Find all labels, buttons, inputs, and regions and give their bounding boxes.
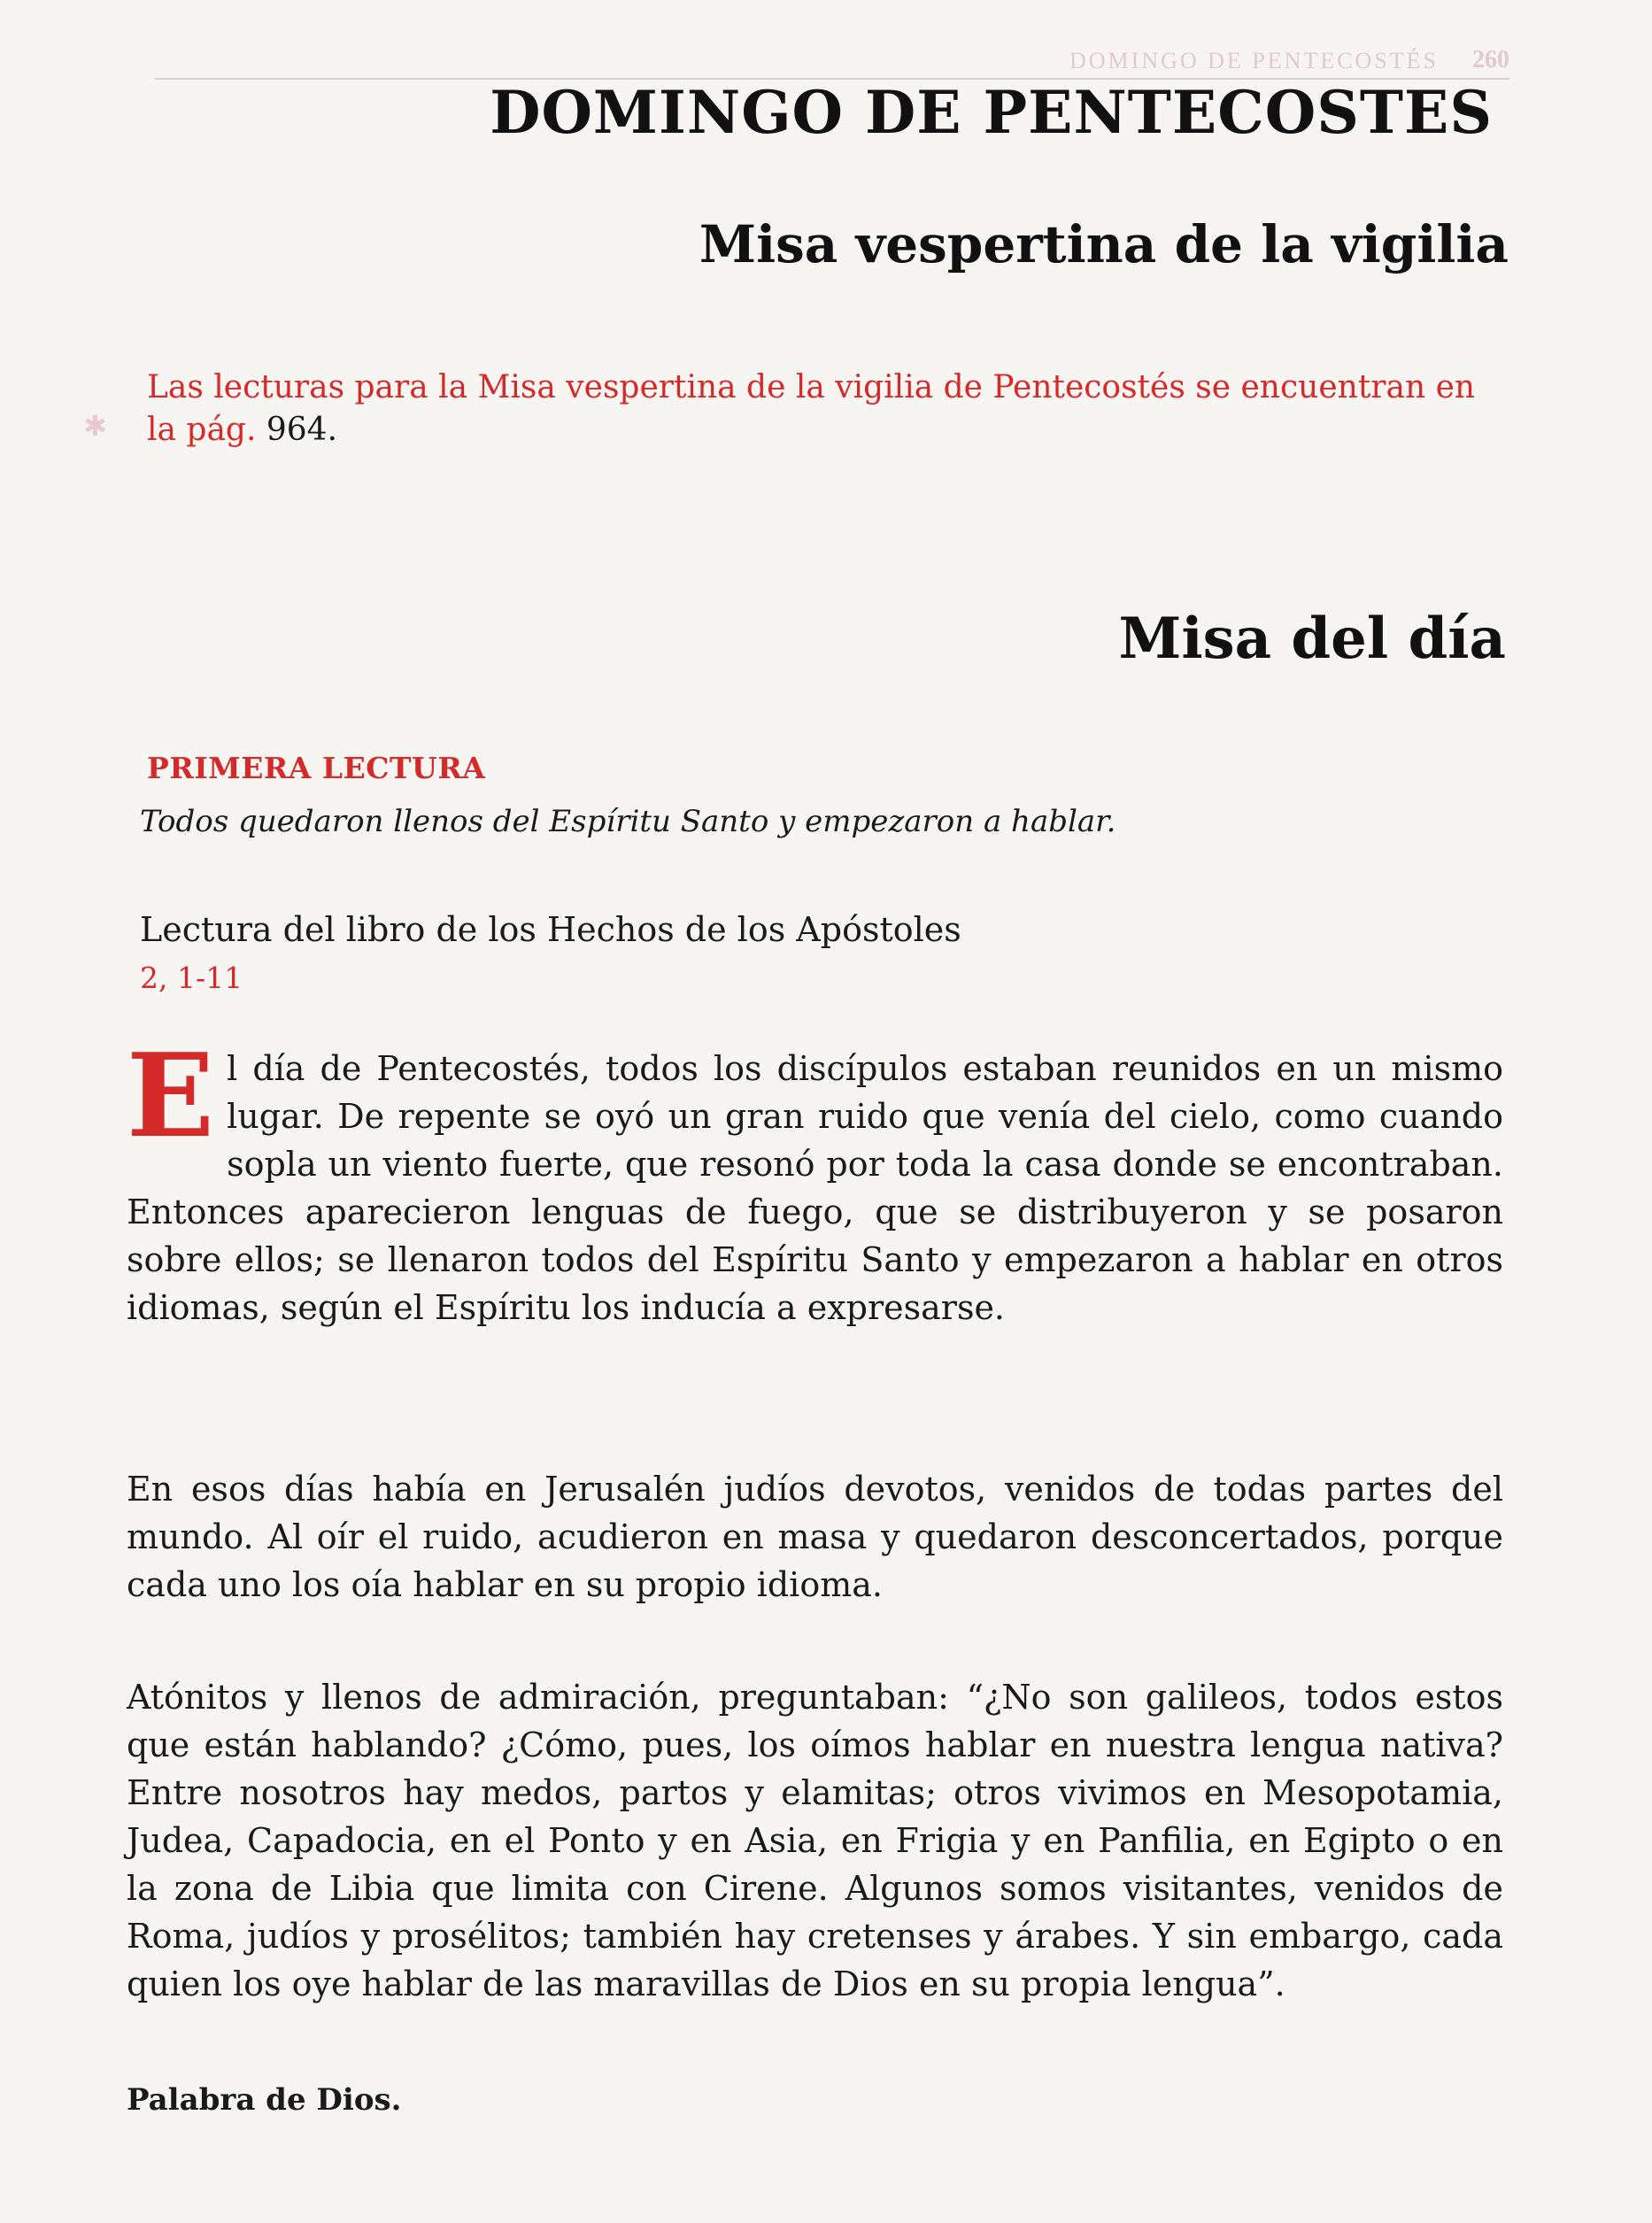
- reading-antiphon: Todos quedaron llenos del Espíritu Santo y empezaron a hablar.: [140, 804, 1116, 839]
- reading-reference: 2, 1-11: [140, 961, 243, 995]
- day-mass-title: Misa del día: [1118, 606, 1506, 672]
- vigil-note-text: Las lecturas para la Misa vespertina de la vigilia de Pentecostés se encuentran en la pág.: [147, 369, 1476, 448]
- running-head: [155, 46, 1509, 80]
- reading-paragraph-2: En esos días había en Jerusalén judíos devotos, venidos de todas partes del mundo. Al oír el ruido, acudieron en masa y quedaron desconcertados, porque cada uno los oía hablar en su propio idioma.: [127, 1470, 1503, 1604]
- vigil-mass-title: Misa vespertina de la vigilia: [699, 214, 1509, 274]
- paragraph-1-text: l día de Pentecostés, todos los discípulos estaban reunidos en un mismo lugar. De repente se oyó un gran ruido que venía del cielo, como cuando sopla un viento fuerte, que resonó por toda la casa donde se encontraban. Entonces aparecieron lenguas de fuego, que se distribuyeron y se posaron sobre ellos; se llenaron todos del Espíritu Santo y empezaron a hablar en otros idiomas, según el Espíritu los inducía a expresarse.: [127, 1049, 1503, 1327]
- drop-cap: E: [127, 1028, 215, 1163]
- page-number: 260: [1472, 46, 1509, 73]
- vigil-note: [147, 367, 1510, 452]
- reading-closing: Palabra de Dios.: [127, 2082, 402, 2118]
- section-label: PRIMERA LECTURA: [147, 751, 486, 785]
- asterisk-icon: ✱: [83, 409, 107, 443]
- running-head-title: DOMINGO DE PENTECOSTÉS: [1069, 48, 1439, 73]
- page-title: DOMINGO DE PENTECOSTES: [490, 78, 1493, 147]
- reading-title: Lectura del libro de los Hechos de los Apóstoles: [140, 910, 961, 949]
- vigil-note-page: 964.: [266, 412, 338, 448]
- reading-paragraph-3: Atónitos y llenos de admiración, preguntaban: “¿No son galileos, todos estos que están hablando? ¿Cómo, pues, los oímos hablar en nuestra lengua nativa? Entre nosotros hay medos, partos y elamitas; otros vivimos en Mesopotamia, Judea, Capadocia, en el Ponto y en Asia, en Frigia y en Panfilia, en Egipto o en la zona de Libia que limita con Cirene. Algunos somos visitantes, venidos de Roma, judíos y prosélitos; también hay cretenses y árabes. Y sin embargo, cada quien los oye hablar de las maravillas de Dios en su propia lengua”.: [127, 1678, 1503, 2003]
- reading-paragraph-1: [127, 1028, 1503, 1331]
